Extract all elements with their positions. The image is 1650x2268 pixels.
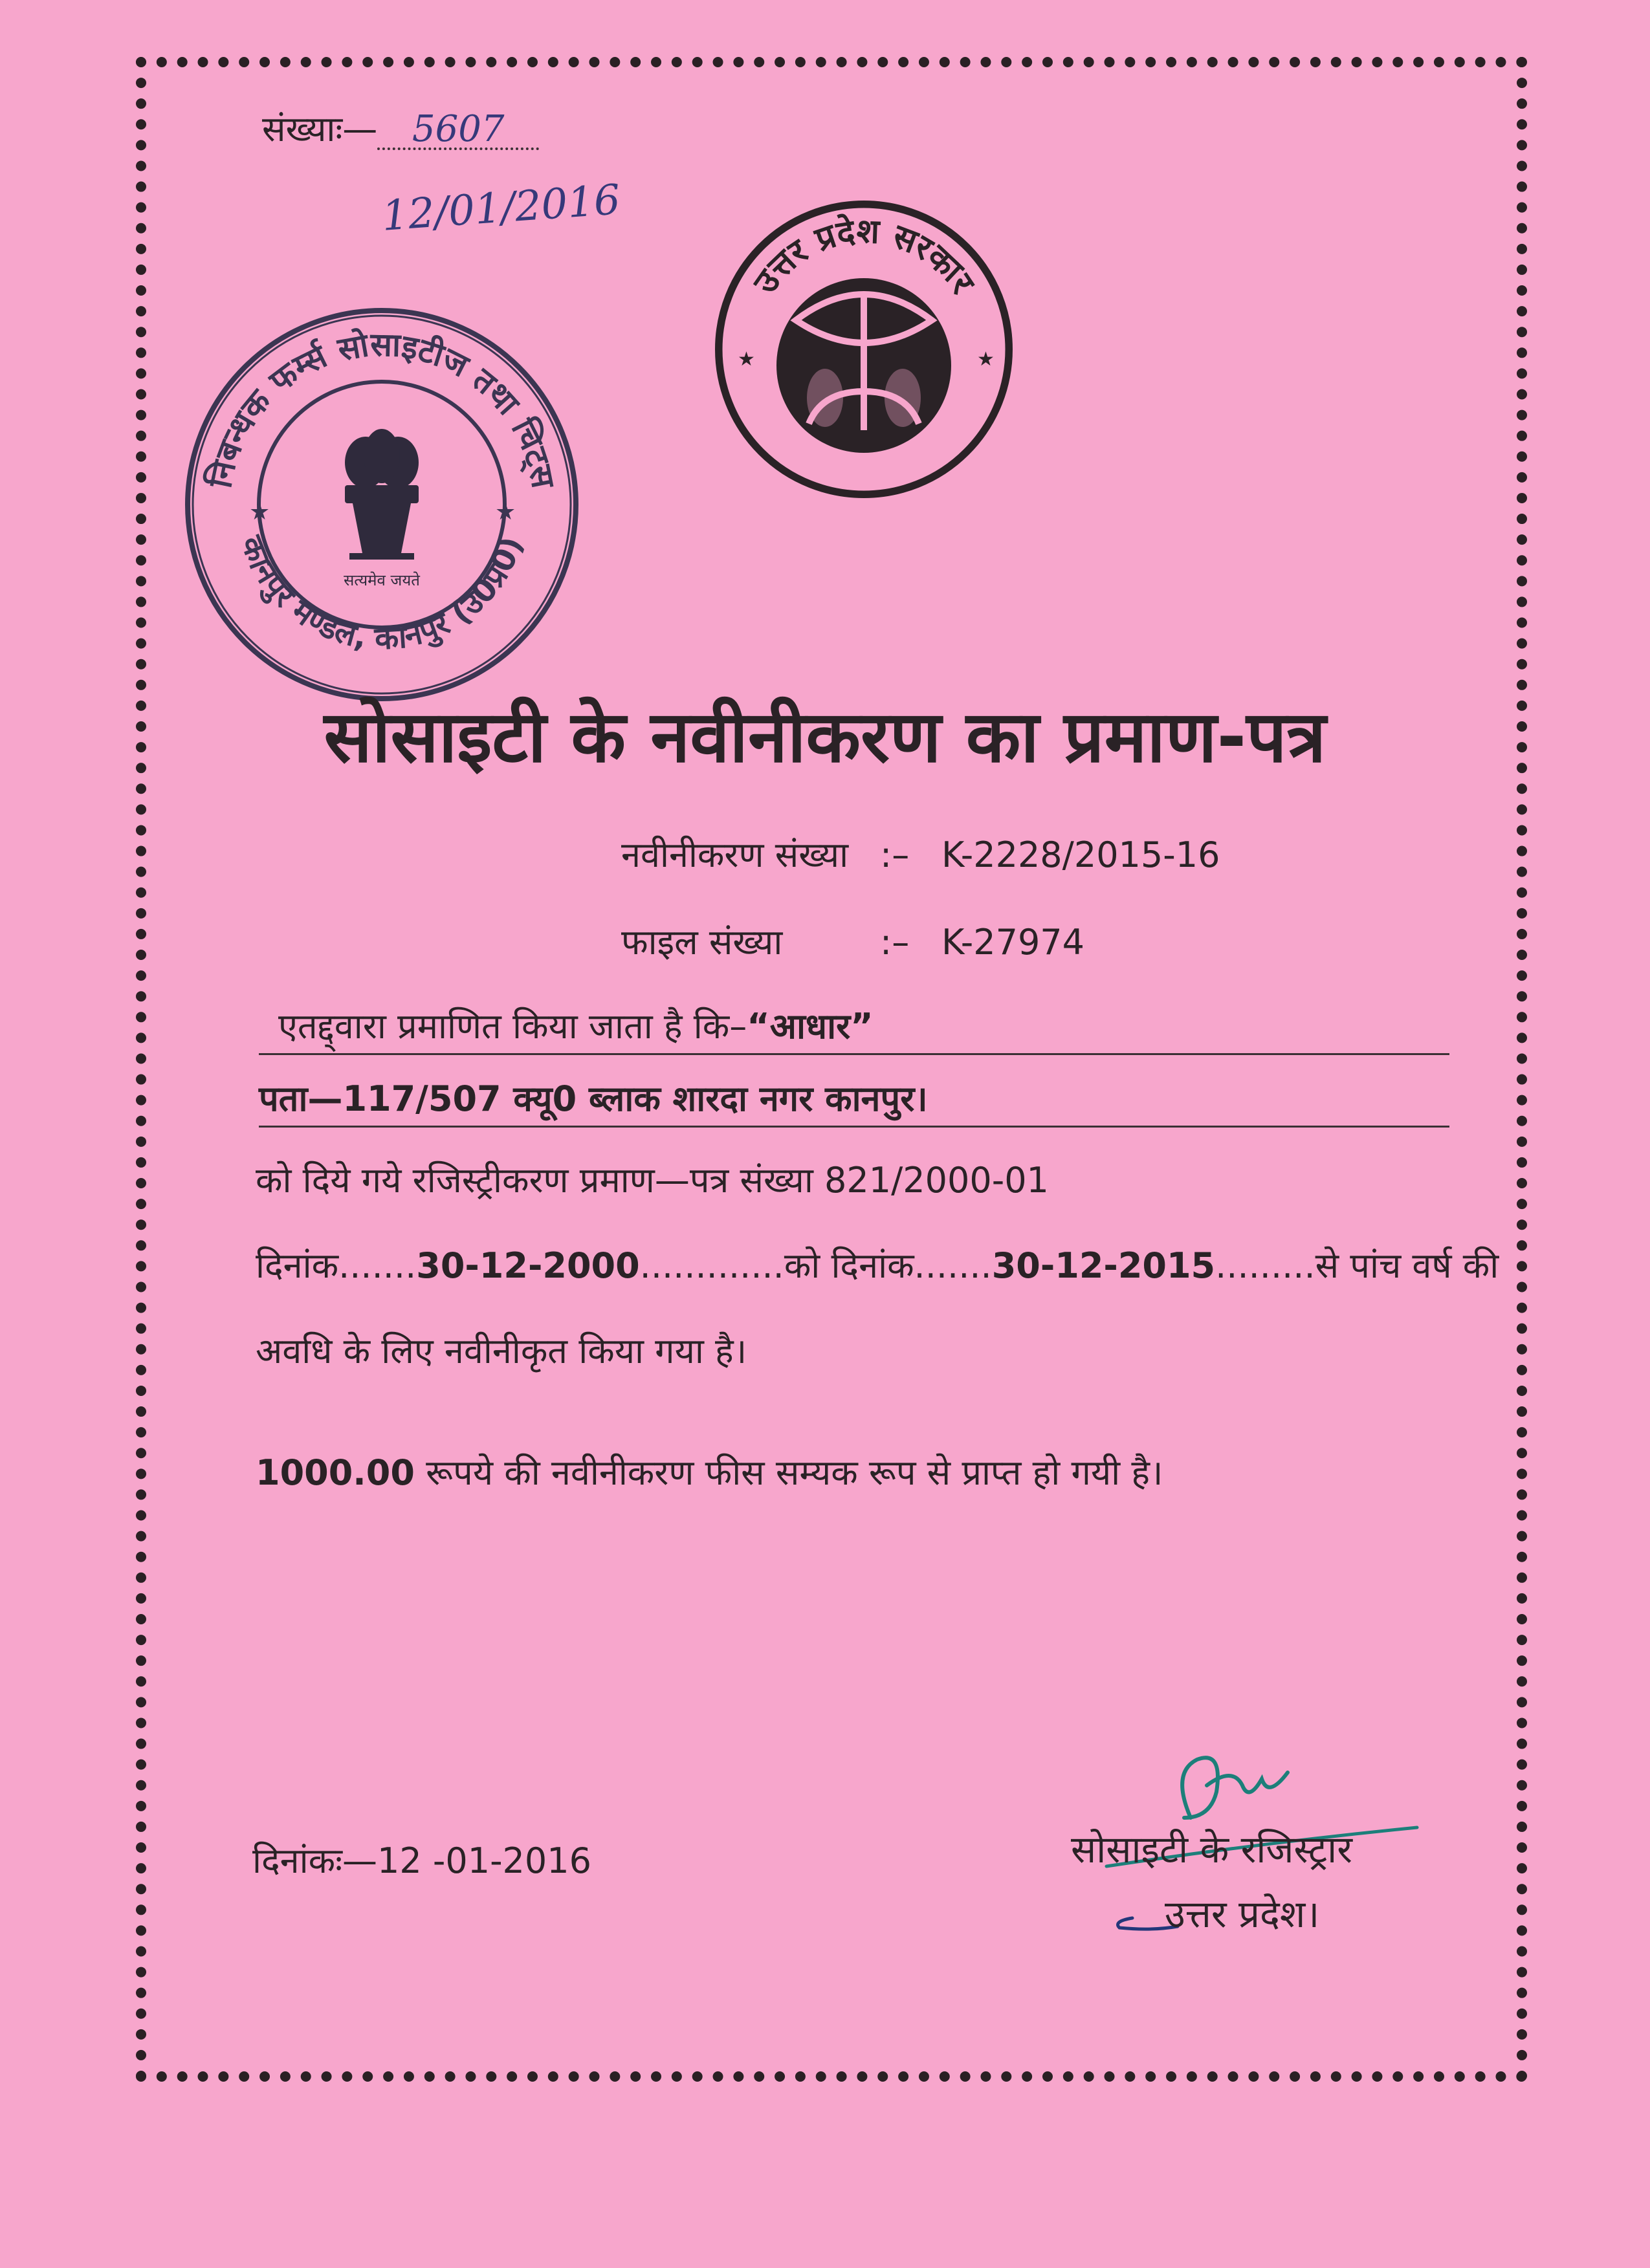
- registrar-state: उत्तर प्रदेश।: [1165, 1892, 1320, 1936]
- dots: .......: [914, 1245, 992, 1286]
- fee-text: रूपये की नवीनीकरण फीस सम्यक रूप से प्राप्त हो गयी है।: [426, 1452, 1163, 1493]
- file-number-sep: :–: [880, 922, 910, 963]
- dots: .............: [639, 1245, 784, 1286]
- certify-text: एतद्द्वारा प्रमाणित किया जाता है कि–: [278, 1006, 747, 1047]
- file-number-label: फाइल संख्या: [621, 922, 783, 963]
- date-suffix: से पांच वर्ष की: [1315, 1245, 1499, 1286]
- certificate-title: सोसाइटी के नवीनीकरण का प्रमाण-पत्र: [324, 695, 1326, 778]
- registrar-title: सोसाइटी के रजिस्ट्रार: [1071, 1827, 1352, 1871]
- period-line: अवधि के लिए नवीनीकृत किया गया है।: [256, 1331, 747, 1371]
- date-from: 30-12-2000: [416, 1245, 640, 1286]
- renewal-number-row: [621, 834, 1220, 875]
- svg-text:★: ★: [977, 348, 995, 371]
- dots: .........: [1215, 1245, 1315, 1286]
- svg-text:★: ★: [738, 348, 755, 371]
- seal-motto: सत्यमेव जयते: [344, 571, 420, 589]
- renewal-number-sep: :–: [880, 834, 910, 875]
- svg-text:★: ★: [249, 499, 270, 525]
- fee-amount: 1000.00: [256, 1452, 415, 1493]
- file-number-value: K-27974: [941, 922, 1085, 963]
- svg-text:उत्तर प्रदेश सरकार: उत्तर प्रदेश सरकार: [745, 212, 982, 301]
- file-number-row: [621, 922, 1085, 963]
- svg-text:निबन्धक फर्म्स सोसाइटीज तथा चि: निबन्धक फर्म्स सोसाइटीज तथा चिट्स: [201, 325, 563, 491]
- date-to: 30-12-2015: [991, 1245, 1216, 1286]
- fee-line: [256, 1452, 1163, 1493]
- svg-text:कानपुर मण्डल, कानपुर (उ0प्र0): कानपुर मण्डल, कानपुर (उ0प्र0): [233, 530, 530, 657]
- number-value: 5607: [377, 111, 539, 150]
- date-prefix: दिनांक: [256, 1245, 339, 1286]
- number-row: [262, 108, 539, 150]
- up-government-seal: [712, 197, 1016, 501]
- registration-line: को दिये गये रजिस्ट्रीकरण प्रमाण—पत्र संख्या 821/2000-01: [256, 1160, 1049, 1201]
- renewal-number-label: नवीनीकरण संख्या: [621, 834, 849, 875]
- certify-row: [259, 1006, 1449, 1055]
- dots: .......: [338, 1245, 417, 1286]
- registrar-seal: [178, 301, 586, 708]
- society-name: “आधार”: [747, 1006, 874, 1047]
- emblem-icon: [345, 429, 419, 560]
- handwritten-date: 12/01/2016: [380, 176, 622, 241]
- date-mid: को दिनांक: [784, 1245, 914, 1286]
- address-line: पता—117/507 क्यू0 ब्लाक शारदा नगर कानपुर।: [259, 1082, 1449, 1128]
- renewal-number-value: K-2228/2015-16: [941, 834, 1220, 875]
- svg-text:★: ★: [495, 499, 516, 525]
- date-range-line: [256, 1245, 1499, 1286]
- number-label: संख्याः—: [262, 109, 378, 149]
- issue-date: दिनांकः—12 -01-2016: [252, 1840, 591, 1881]
